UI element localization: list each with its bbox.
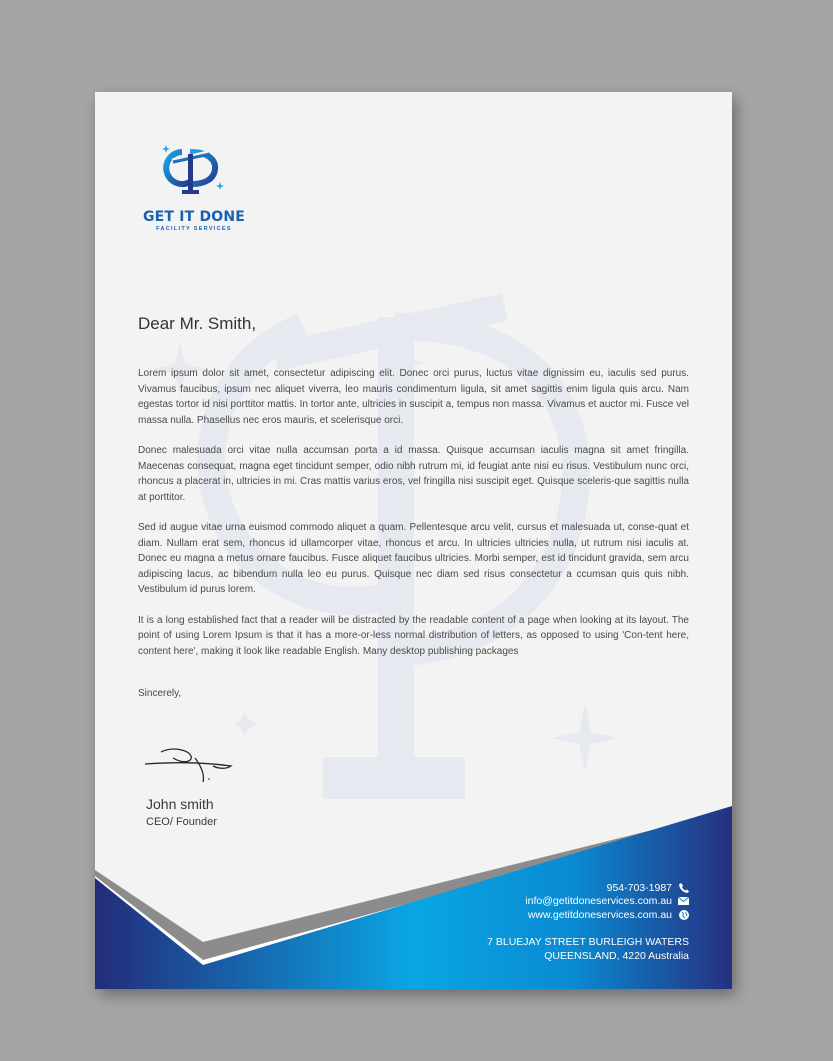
contact-phone: [525, 881, 689, 895]
mail-icon: [678, 896, 689, 907]
body-paragraph: Lorem ipsum dolor sit amet, consectetur adipiscing elit. Donec orci purus, luctus vitae dignissim eu, iaculis sed purus. Vivamus faucibus, ipsum nec aliquet viverra, leo mauris condimentum ligula, sit amet sagittis enim ligula quis arcu. Nam egestas tortor id nisi porttitor mattis. In tortor ante, ultricies in suscipit a, tempus non massa. Vivamus et auctor mi. Fusce vel massa nulla. Phasellus nec eros mauris, et scelerisque orci.: [138, 368, 689, 426]
letter-body: [138, 366, 689, 674]
contact-email: [525, 895, 689, 909]
brand-tagline: FACILITY SERVICES: [156, 226, 232, 232]
body-paragraph: It is a long established fact that a reader will be distracted by the readable content of a page when looking at its layout. The point of using Lorem Ipsum is that it has a more-or-less normal distribution of letters, as opposed to using 'Con-tent here, content here', making it look like readable English. Many desktop publishing packages: [138, 614, 689, 657]
body-paragraph: Sed id augue vitae urna euismod commodo aliquet a quam. Pellentesque arcu velit, cursus et malesuada ut, conse-quat et diam. Nullam erat sem, rhoncus id ullamcorper vitae, rhoncus et arcu. In ultricies ultricies nulla, ut rutrum nisi iaculis at. Donec eu magna a metus ornare faucibus. Fusce aliquet faucibus ultricies. Morbi semper, est id tincidunt gravida, sem arcu adipiscing lacus, ac bibendum nulla leo eu purus. Quisque nec diam sed risus consectetur a ccumsan quis quis nibh. Vestibulum id purus lorem.: [138, 522, 689, 595]
handwritten-signature: [143, 744, 233, 784]
phone-number: 954-703-1987: [606, 881, 672, 894]
signer-name: John smith: [146, 796, 214, 812]
letterhead-page: [95, 92, 732, 989]
logo-mark-icon: [158, 142, 228, 202]
phone-icon: [678, 882, 689, 893]
contact-website: [525, 908, 689, 922]
body-paragraph: Donec malesuada orci vitae nulla accumsan porta a id massa. Quisque accumsan iaculis magna sit amet fringilla. Maecenas consequat, magna eget tincidunt semper, odio nibh rutrum mi, id feugiat ante nisi eu risus. Vestibulum nunc orci, rhoncus a placerat in, ultricies in mi. Cras mattis varius eros, vel fringilla nisi suscipit eget. Quisque sceleris-que sagittis nulla at porttitor.: [138, 445, 689, 503]
address-line-1: 7 BLUEJAY STREET BURLEIGH WATERS: [487, 936, 689, 948]
address-block: [487, 935, 689, 963]
globe-icon: [678, 909, 689, 920]
website-url[interactable]: www.getitdoneservices.com.au: [527, 908, 672, 921]
address-line-2: QUEENSLAND, 4220 Australia: [544, 950, 689, 962]
letter-greeting: Dear Mr. Smith,: [138, 314, 257, 333]
brand-name: GET IT DONE: [142, 209, 246, 225]
letter-closing: Sincerely,: [138, 688, 182, 699]
email-address[interactable]: info@getitdoneservices.com.au: [525, 895, 672, 908]
contact-block: [525, 881, 689, 922]
signer-title: CEO/ Founder: [146, 816, 217, 828]
company-logo: [136, 142, 252, 237]
